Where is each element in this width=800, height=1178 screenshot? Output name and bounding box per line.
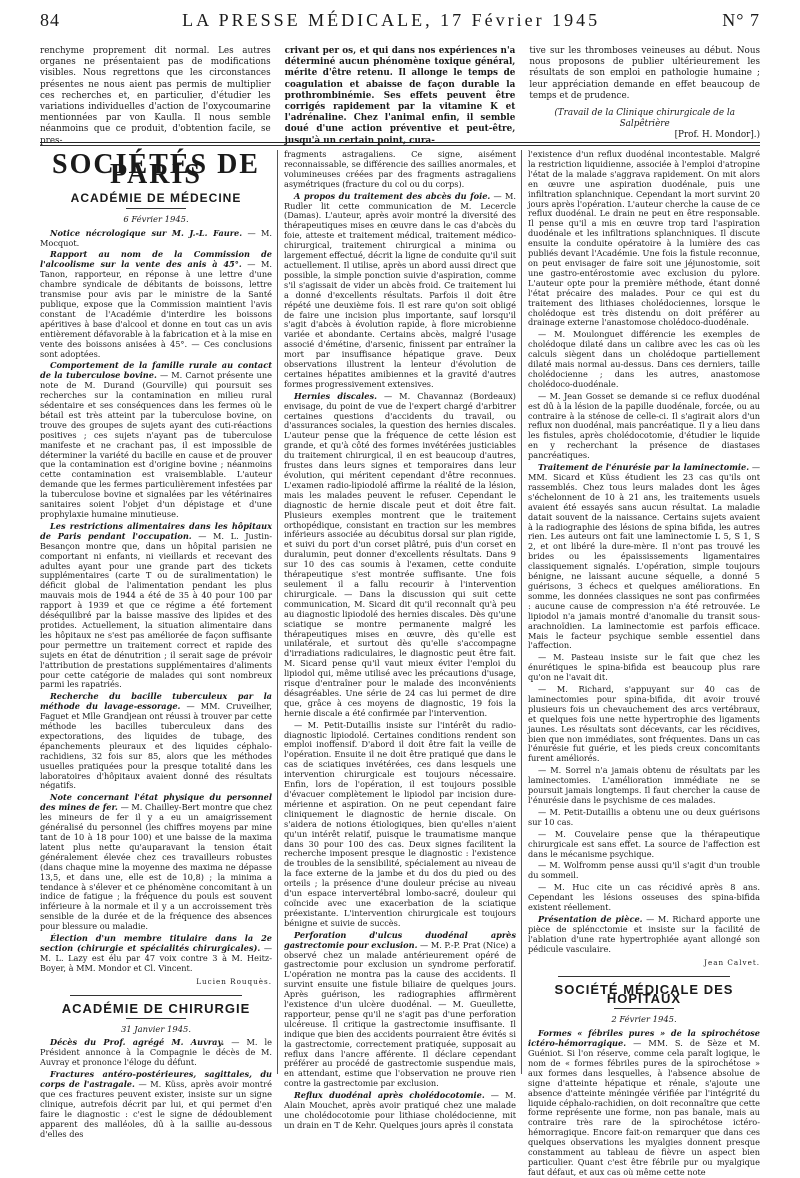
report-text: — M. P.-P. Prat (Nice) a observé chez un malade antérieurement opéré de gastrectomie pour exclusion un syndrome perforatif. L'opération ne montra pas la cause des accidents. Il survint ensuite une fistule biliaire de quelques jours. Après guérison, les radiographies affirmèrent l'existence d'un ulcère duodénal. — M. Gueullette, rapporteur, pense qu'il ne s'agit pas d'une perforation ulcéreuse. Il critique la gastrectomie insuffisante. Il indique que bien des accidents pourraient être évités si la gastrectomie, correctement pratiquée, supposait au reflux dans l'ancre afférente. Il déclare cependant préférer au procédé de gastrectomie suspendue mais, en attendant, estime que l'observation ne prouve rien contre la gastrectomie par exclusion. [284, 939, 516, 1089]
section-heading: SOCIÉTÉ MÉDICALE DES HOPITAUX [554, 981, 734, 1007]
journal-title: LA PRESSE MÉDICALE, 17 Février 1945 [182, 10, 601, 30]
report-text: — M. Chailley-Bert montre que chez les mineurs de fer il y a eu un amaigrissement généralisé du personnel (les chiffres moyens par mine tant de 10 à 18 pour 100) et une baisse de la maxima latent plus nette qu'auparavant la tension était généralement élevée chez ces travailleurs robustes (dans chaque mine la moyenne des maxima ne dépasse 13,5, et dans une, elle est de 10,8) ; la minima a tendance à s'élever et ce phénomène concomitant à un indice de fatigue ; la fréquence du pouls est souvent inférieure à la normale et il y a un accroissement très sensible de la durée et de la fréquence des absences pour blessure ou maladie. [40, 802, 272, 932]
report-title: Présentation de pièce. [538, 913, 643, 924]
report-text: — M. Petit-Dutaillis insiste sur l'intérêt du radio-diagnostic lipiodolé. Certaines conditions rendent son emploi inoffensif. D'abord il doit être fait la veille de l'opération. Ensuite il ne doit être pratiqué que dans le cas de sciatiques invétérées, ces dans lesquels une intervention chirurgicale est toujours nécessaire. Enfin, lors de l'opération, il est toujours possible d'évacuer complètement le lipiodol par incision dure-mérienne et aspiration. On ne peut cependant faire cliniquement le diagnostic de hernie discale. On s'aidera de notions étiologiques, bien qu'elles n'aient qu'un intérêt relatif, puisque le traumatisme manque dans 30 pour 100 des cas. Deux signes facilitent la recherche imposent presque le diagnostic : l'existence de troubles de la sensibilité, spécialement au niveau de la face externe de la jambe et du dos du pied ou des orteils ; la présence d'une douleur précise au niveau d'un espace intervertébral lombo-sacré, douleur qui coïncide avec une exacerbation de la sciatique préexistante. L'intervention chirurgicale est toujours bénigne et suivie de succès. [284, 719, 516, 928]
report-item [40, 229, 272, 249]
report-title: Rapport au nom de la Commission de l'alcoolisme sur la vente des anis à 45°. [40, 249, 272, 270]
report-text: — M. Moulonguet différencie les exemples de cholédoque dilaté dans un calibre avec les cas où les calculs siègent dans un cholédoque partiellement dilaté mais normal au-dessus. Dans ces derniers, taille cholédocienne ; dans les autres, anastomose cholédoco-duodénale. [528, 329, 760, 389]
section-heading: ACADÉMIE DE CHIRURGIE [61, 1000, 251, 1016]
report-text: — M. Mocquot. [40, 227, 272, 248]
heading-rule [126, 1018, 186, 1019]
report-title: Formes « fébriles pures » de la spirochétose ictéro-hémorragique. [528, 1028, 760, 1049]
report-item [528, 915, 760, 955]
article-credit [529, 108, 760, 142]
continued-article [40, 46, 761, 146]
report-item [284, 1091, 516, 1131]
report-item [528, 463, 760, 651]
items-list [40, 229, 272, 974]
items-list [40, 1038, 272, 1139]
heading-rule [126, 208, 186, 209]
report-title: Recherche du bacille tuberculeux par la méthode du lavage-essorage. [40, 691, 272, 712]
section-divider-thin [40, 145, 760, 146]
report-title: Hernies discales. [294, 390, 377, 401]
continued-article-col-3 [529, 46, 761, 141]
report-item [528, 766, 760, 806]
continued-article-col-1: renchyme proprement dit normal. Les autres organes ne présentaient pas de modifications visibles. Nous regrettons que les circonstances présentes ne nous aient pas permis de multiplier ces recherches et, en particulier, d'étudier les variations individuelles d'action de l'oxycoumarine mentionnées par von Kaulla. Il nous semble néanmoins que ce produit, d'obtention facile, se pres- [40, 46, 271, 146]
report-title: Perforation d'ulcus duodénal après gastrectomie pour exclusion. [284, 929, 516, 950]
report-text: — M. Rudler lit cette communication de M. Lecercle (Damas). L'auteur, après avoir montré la diversité des thérapeutiques mises en œuvre dans le cas d'abcès du foie, atteste et traitement médical, traitement médico-chirurgical, traitement chirurgical a minima ou largement effectué, décrit la ligne de conduite qu'il suit actuellement. Il utilise, après un abord aussi direct que possible, la simple ponction suivie d'aspiration, comme s'il s'agissait de vider un abcès froid. Ce traitement lui a donné d'excellents résultats. Parfois il doit être répété une deuxième fois. Il est rare qu'on soit obligé de faire une incision plus importante, sauf lorsqu'il s'agit d'abcès à évolution rapide, à flore microbienne variée et abondante. Certains abcès, malgré l'usage associé d'émétine, d'arsenic, finissent par entraîner la mort par insuffisance hépatique grave. Deux observations illustrent la lenteur d'évolution de certaines hépatites amibiennes et la gravité d'autres formes progressivement extensives. [284, 190, 516, 389]
session-date: 6 Février 1945. [123, 213, 189, 224]
continued-article-col-2: crivant per os, et qui dans nos expériences n'a déterminé aucun phénomène toxique général, mérite d'être retenu. Il allonge le temps de coagulation et abaisse de façon durable la prothrombinémie. Ses effets peuvent être corrigés rapidement par la vitamine K et l'adrénaline. Chez l'animal enfin, il semble doué d'une action préventive et peut-être, jusqu'à un certain point, cura- [284, 46, 516, 146]
article-credit-signature: [Prof. H. Mondor].) [674, 130, 761, 141]
report-text: — M. Huc cite un cas récidivé après 8 ans. Cependant les lésions osseuses des spina-bifida existent réellement. [528, 882, 760, 913]
masthead: SOCIÉTÉS DE PARIS [52, 149, 260, 190]
report-item [528, 392, 760, 461]
report-text: — M. Couvelaire pense que la thérapeutique chirurgicale est sans effet. La source de l'affection est dans le mécanisme psychique. [528, 828, 760, 859]
section-heading: ACADÉMIE DE MÉDECINE [70, 190, 242, 205]
report-text: — M. Jean Gosset se demande si ce reflux duodénal est dû à la lésion de la papille duodénale, forcée, ou au contraire à la sténose de celle-ci. Il s'agirait alors d'un reflux non duodénal, mais pancréatique. Il y a lieu dans les fistules, après cholédocotomie, d'étudier le liquide en y recherchant la présence de diastases pancréatiques. [528, 390, 760, 461]
report-item [528, 883, 760, 913]
report-item [284, 392, 516, 719]
report-text: — M. Küss, après avoir montré que ces fractures peuvent exister, insiste sur un signe clinique, autrefois décrit par lui, et qui permet d'en faire le diagnostic : c'est le signe de dédoublement apparent des malléoles, dû à la saillie au-dessous d'elles des [40, 1079, 272, 1139]
report-title: Décès du Prof. agrégé M. Auvray. [50, 1037, 225, 1048]
report-text: — M. Tanon, rapporteur, en réponse à une lettre d'une chambre syndicale de débitants de boissons, lettre transmise pour avis par le ministre de la Santé publique, expose que la Commission maintient l'avis constant de l'Académie d'interdire les boissons apéritives à base d'alcool et donne en tout cas un avis entièrement défavorable à la fabrication et à la mise en vente des boissons anisées à 45°. — Ces conclusions sont adoptées. [40, 259, 273, 359]
report-text: — M. Pasteau insiste sur le fait que chez les énurétiques le spina-bifida est beaucoup plus rare qu'on ne l'avait dit. [528, 652, 760, 683]
report-title: Reflux duodénal après cholédocotomie. [294, 1090, 485, 1101]
report-item [528, 685, 760, 764]
report-item [284, 721, 516, 929]
report-text: — MM. S. de Sèze et M. Guéniot. Si l'on réserve, comme cela paraît logique, le nom de « formes fébriles pures de la spirochétose » aux formes dans lesquelles, à l'absence absolue de signe d'atteinte hépatique et rénale, s'ajoute une absence d'atteinte méningée vérifiée par l'intégrité du liquide céphalo-rachidien, on doit reconnaître que cette forme représente une forme, non pas banale, mais au contraire très rare de la spirochétose ictéro-hémorragique. Encore fait-on remarquer que dans ces quelques observations les myalgies donnent presque constamment au tableau de fièvre un aspect bien particulier. Quant c'est être fébrile pur ou myalgique faut défaut, et aux cas où même cette note [528, 1038, 760, 1177]
report-item [40, 692, 272, 791]
report-title: A propos du traitement des abcès du foie. [294, 190, 491, 201]
continued-article-col-3-text: tive sur les thromboses veineuses au début. Nous nous proposons de publier ultérieurement les résultats de son emploi en pathologie humaine ; leur appréciation demande en effet beaucoup de temps et de prudence. [529, 46, 761, 101]
signature: Lucien Rouquès. [196, 976, 272, 986]
report-title: Comportement de la famille rurale au contact de la tuberculose bovine. [40, 360, 272, 381]
items-list [528, 1029, 760, 1178]
report-item [284, 192, 516, 390]
continued-text: fragments astragaliens. Ce signe, aisément reconnaissable, se différencie des saillies anormales, et volumineuses créées par des fragments astragaliens asymétriques (fracture du col ou du corps). [284, 149, 516, 189]
report-text: — M. Wolfromm pense aussi qu'il s'agit d'un trouble du sommeil. [528, 860, 760, 881]
items-list [528, 330, 760, 954]
report-item [40, 522, 272, 690]
session-date: 2 Février 1945. [611, 1014, 677, 1025]
report-title: Note concernant l'état physique du personnel des mines de fer. [40, 792, 272, 813]
page-number: 84 [40, 10, 60, 30]
report-title: Notice nécrologique sur M. J.-L. Faure. [50, 227, 243, 238]
body-column-2 [284, 149, 516, 1130]
report-item [40, 250, 272, 359]
report-title: Fractures antéro-postérieures, sagittales, du corps de l'astragale. [40, 1069, 272, 1090]
report-title: Les restrictions alimentaires dans les hôpitaux de Paris pendant l'occupation. [40, 520, 272, 541]
report-text: — M. L. Lazy est élu par 47 voix contre 3 à M. Heitz-Boyer, à MM. Mondor et Cl. Vincent. [40, 942, 272, 973]
report-item [528, 808, 760, 828]
report-text: — M. Richard, s'appuyant sur 40 cas de laminectomies pour spina-bifida, dit avoir trouvé plusieurs fois un chevauchement des arcs vertébraux, et quelques fois une nette hypertrophie des ligaments jaunes. Les résultats sont décevants, car les récidives, bien que non immédiates, sont fréquentes. Dans un cas l'énurésie fut guérie, et les pieds creux concomitants furent améliorés. [528, 684, 760, 764]
section-divider [40, 142, 760, 143]
report-item [284, 931, 516, 1090]
items-list [284, 192, 516, 1131]
separator [558, 976, 730, 977]
societies-body [40, 149, 760, 1177]
report-item [528, 861, 760, 881]
body-column-3 [528, 149, 760, 1177]
signature: Jean Calvet. [704, 957, 760, 967]
report-item [528, 1029, 760, 1178]
report-text: — M. Sorrel n'a jamais obtenu de résultats par les laminectomies. L'amélioration immédiate ne se poursuit jamais longtemps. Il faut chercher la cause de l'énurésie dans le psychisme de ces malades. [528, 765, 760, 805]
report-item [528, 830, 760, 860]
report-title: Traitement de l'énurésie par la laminectomie. [538, 462, 750, 473]
report-item [40, 1038, 272, 1068]
report-item [40, 361, 272, 520]
report-text: — M. le Président annonce à la Compagnie le décès de M. Auvray et prononce l'éloge du défunt. [40, 1037, 272, 1068]
report-item [40, 1070, 272, 1139]
report-text: — MM. Sicard et Küss étudient les 23 cas qu'ils ont rassemblés. Chez tous leurs malades dont les âges s'échelonnent de 10 à 21 ans, les traitements usuels avaient été essayés sans aucun résultat. La maladie datait souvent de la naissance. Certains sujets avaient à la radiographie des lésions de spina bifida, les autres rien. Les auteurs ont fait une laminectomie L 5, S 1, S 2, et ont libéré la dure-mère. Il n'ont pas trouvé les brides ou les épaississements ligamentaires classiquement signalés. L'opération, simple toujours bénigne, ne laissant aucune séquelle, a donné 5 guérisons, 3 échecs et quelques améliorations. En somme, les données classiques ne sont pas confirmées : aucune cause de compression n'a été retrouvée. Le lipiodol n'a jamais montré d'anomalie du transit sous-arachnoïdien. La laminectomie est parfois efficace. Mais le facteur psychique semble essentiel dans l'affection. [528, 462, 760, 651]
report-title: Élection d'un membre titulaire dans la 2e section (chirurgie et spécialités chirurgicales). [40, 933, 272, 953]
report-item [40, 793, 272, 932]
report-item [528, 653, 760, 683]
report-text: — MM. Cruveilher, Faguet et Mlle Grandjean ont réussi à trouver par cette méthode les bacilles tuberculeux dans des expectorations, des liquides de tubage, des épanchements pleuraux et des liquides céphalo-rachidiens, 32 fois sur 85, alors que les méthodes usuelles pratiquées pour la presque totalité dans les laboratoires d'hôpitaux avaient donné des résultats négatifs. [40, 701, 273, 791]
continued-text: l'existence d'un reflux duodénal incontestable. Malgré la restriction liquidienne, associée à l'emploi d'atropine l'état de la malade s'aggrava rapidement. On mit alors en œuvre une aspiration duodénale, puis une infiltration splanchnique. Cependant la mort survint 20 jours après l'opération. L'auteur cherche la cause de ce reflux duodénal. Le drain ne peut en être responsable. Il pense qu'il a mis en œuvre trop tard l'aspiration duodénale et les infiltrations splanchniques. Il discute ensuite la conduite opératoire à la lumière des cas publiés devant l'Académie. Une fois la fistule reconnue, on peut envisager de faire soit une jéjunostomie, soit une gastro-entérostomie avec exclusion du pylore. L'auteur opte pour la première méthode, étant donné l'état précaire des malades. Pour ce qui est du traitement des lithiases cholédociennes, lorsque le cholédoque est très distendu on doit préférer au drainage externe l'anastomose cholédoco-duodénale. [528, 149, 760, 328]
report-text: — M. L. Justin-Besançon montre que, dans un hôpital parisien ne comportant ni enfants, ni vieillards et recevant des adultes ayant pour une grande part des tickets supplémentaires (carte T ou de suralimentation) le déficit global de l'alimentation pendant les plus mauvais mois de 1944 a été de 35 à 40 pour 100 par rapport à 1939 et que ce régime a été fortement déséquilibré par la baisse massive des lipides et des protides. Actuellement, la situation alimentaire dans les hôpitaux ne s'est pas améliorée de façon suffisante pour permettre un traitement correct et rapide des sujets en état de dénutrition ; il serait sage de prévoir l'attribution de prestations supplémentaires d'aliments pour cette catégorie de malades qui sont nombreux parmi les rapatriés. [40, 530, 272, 690]
report-text: — M. Chavannaz (Bordeaux) envisage, du point de vue de l'expert chargé d'arbitrer certaines questions d'accidents du travail, ou d'assurances sociales, la question des hernies discales. L'auteur pense que la fréquence de cette lésion est grande, et qu'à côté des formes invétérées justiciables du traitement chirurgical, il en est beaucoup d'autres, frustes dans leurs signes et temporaires dans leur évolution, qui méritent cependant d'être reconnues. L'examen radio-lipiodolé affirme la réalité de la lésion, mais les malades peuvent le refuser. Cependant le diagnostic de hernie discale peut et doit être fait. Plusieurs exemples montrent que le traitement orthopédique, consistant en traction sur les membres inférieurs associée au décubitus dorsal sur plan rigide, et suivi du port d'un corset plâtré, puis d'un corset en duralumin, peut donner d'excellents résultats. Dans 9 sur 10 des cas soumis à l'examen, cette conduite thérapeutique s'est montrée suffisante. Une fois seulement il a fallu recourir à l'intervention chirurgicale. — Dans la discussion qui suit cette communication, M. Sicard dit qu'il reconnaît qu'à peu au diagnostic lipiodolé des hernies discales. Dès qu'une sciatique se montre permanente malgré les thérapeutiques mises en œuvre, dès qu'elle est unilatérale, et surtout dès qu'elle s'accompagne d'irradiations radiculaires, le diagnostic peut être fait. M. Sicard pense qu'il vaut mieux éviter l'emploi du lipiodol qui, même utilisé avec les précautions d'usage, risque d'entraîner pour le malade des inconvénients désagréables. Une série de 24 cas lui permet de dire que, grâce à ces moyens de diagnostic, 19 fois la hernie discale a été confirmée par l'intervention. [284, 390, 516, 718]
page-header [40, 10, 760, 34]
issue-number: N° 7 [722, 10, 760, 30]
report-item [40, 934, 272, 974]
report-text: — M. Richard apporte une pièce de spléncctomie et insiste sur la facilité de l'ablation d'une rate hypertrophiée ayant allongé son pédicule vasculaire. [528, 913, 760, 954]
separator [70, 995, 242, 996]
report-text: — M. Alain Mouchet, après avoir pratiqué chez une malade une cholédocotomie pour lithiase cholédocienne, mit un drain en T de Kehr. Quelques jours après il constata [284, 1090, 516, 1130]
body-column-1 [40, 149, 273, 1139]
report-item [528, 330, 760, 389]
report-text: — M. Petit-Dutaillis a obtenu une ou deux guérisons sur 10 cas. [528, 806, 760, 827]
article-credit-text: (Travail de la Clinique chirurgicale de la Salpêtrière [554, 108, 735, 130]
report-text: — M. Carnot présente une note de M. Durand (Gourville) qui poursuit ses recherches sur la contamination en milieu rural sédentaire et ses conséquences dans les fermes où le bétail est très atteint par la tuberculose bovine, on trouve des groupes de sujets ayant des cuti-réactions positives ; ces sujets n'ayant pas de tuberculose manifeste et ne crachant pas, il est impossible de déterminer la variété du bacille en cause et de prouver que la contamination est d'origine bovine ; néanmoins cette contamination est vraisemblable. L'auteur demande que les fermes particulièrement infestées par la tuberculose bovine et signalées par les vétérinaires sanitaires soient l'objet d'un dépistage et d'une prophylaxie humaine minutieuse. [40, 370, 272, 519]
heading-rule [614, 1008, 674, 1009]
session-date: 31 Janvier 1945. [120, 1023, 192, 1034]
